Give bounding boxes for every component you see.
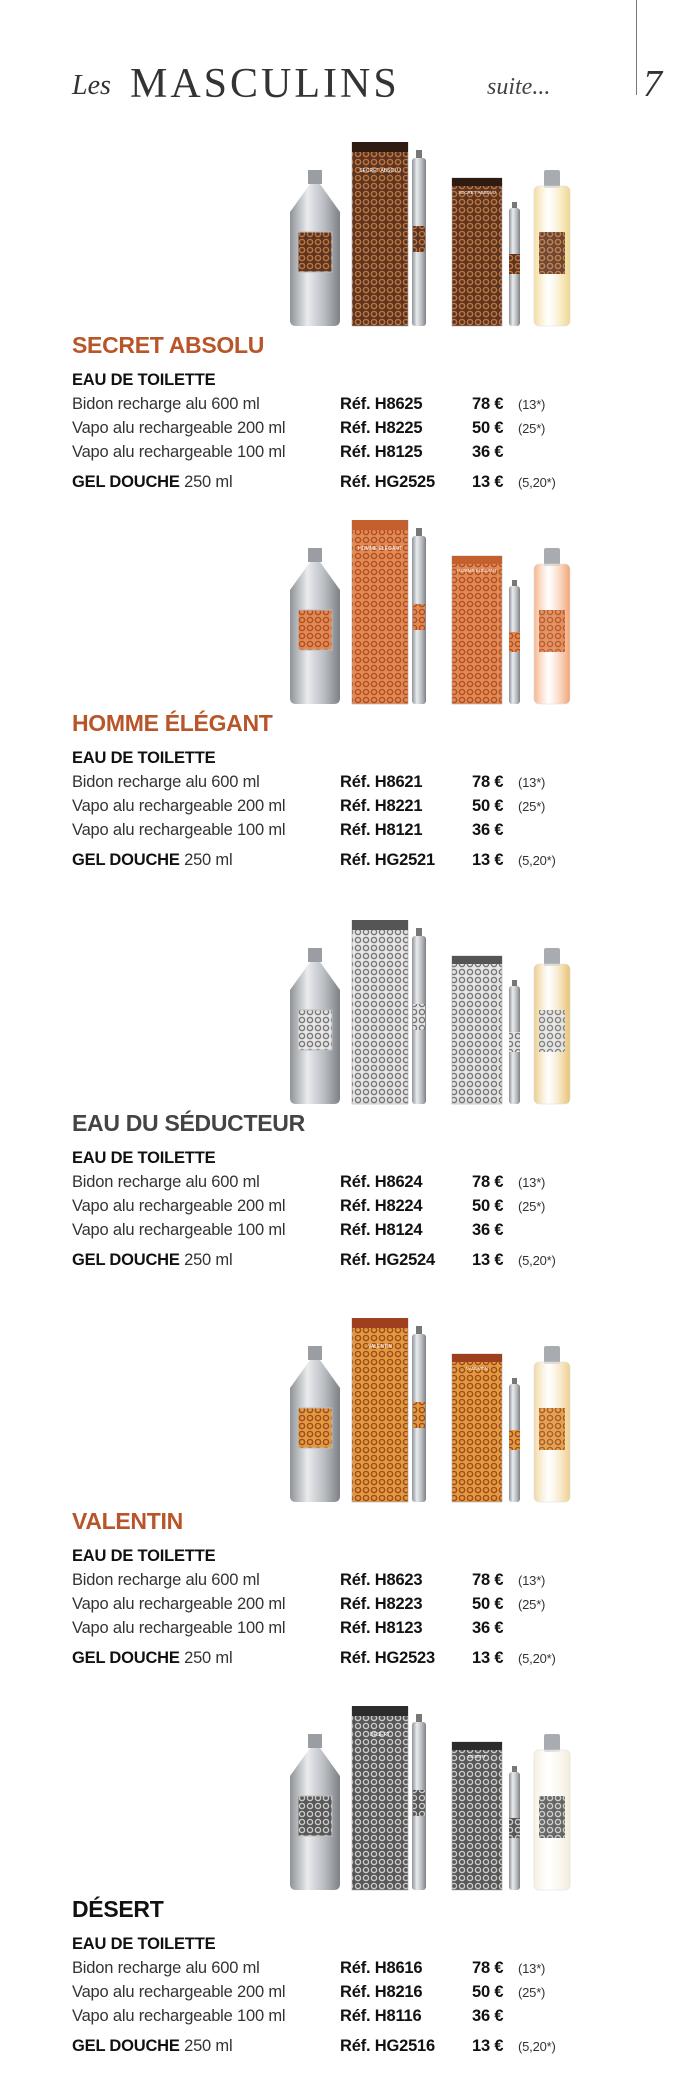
- item-label: Vapo alu rechargeable 100 ml: [72, 1619, 286, 1637]
- box-brand-text: VALENTIN: [367, 1344, 393, 1350]
- small-spray-label: [509, 1430, 520, 1450]
- product-details: [72, 1544, 632, 1670]
- price-row: [72, 1980, 632, 2004]
- product-details: [72, 1932, 632, 2058]
- small-box-top: [452, 956, 502, 964]
- bottle-label: [298, 1010, 332, 1050]
- reference: Réf. H8216: [340, 1983, 423, 2001]
- price: 78 €: [472, 395, 504, 413]
- item-label: Vapo alu rechargeable 200 ml: [72, 419, 286, 437]
- product-title: HOMME ÉLÉGANT: [72, 710, 273, 736]
- small-box: [452, 956, 502, 1104]
- product-subtitle: EAU DE TOILETTE: [72, 1149, 216, 1167]
- small-spray-label: [509, 1032, 520, 1052]
- product-homme-elegant: [0, 520, 700, 910]
- reference: Réf. H8125: [340, 443, 423, 461]
- price-row: [72, 470, 632, 494]
- price-row: [72, 1592, 632, 1616]
- item-label: Bidon recharge alu 600 ml: [72, 1571, 260, 1589]
- price-note: (25*): [518, 1597, 546, 1612]
- small-box: [452, 178, 502, 326]
- gel-size: 250 ml: [184, 2037, 233, 2055]
- price-note: (13*): [518, 397, 546, 412]
- gel-cap: [544, 170, 560, 188]
- item-label: Vapo alu rechargeable 200 ml: [72, 1983, 286, 2001]
- price: 13 €: [472, 473, 504, 491]
- product-subtitle: EAU DE TOILETTE: [72, 371, 216, 389]
- gel-label: [539, 1010, 565, 1052]
- item-label: Bidon recharge alu 600 ml: [72, 1959, 260, 1977]
- price: 50 €: [472, 419, 504, 437]
- reference: Réf. H8124: [340, 1221, 423, 1239]
- price-row: [72, 416, 632, 440]
- bottle-cap: [308, 170, 322, 184]
- price-note: (25*): [518, 421, 546, 436]
- price-row: [72, 1248, 632, 1272]
- reference: Réf. H8121: [340, 821, 423, 839]
- spray-label: [413, 1402, 425, 1428]
- product-subtitle: EAU DE TOILETTE: [72, 1547, 216, 1565]
- small-box-text: VALENTIN: [466, 1366, 488, 1371]
- price: 36 €: [472, 1221, 504, 1239]
- box-brand-text: DÉSERT: [369, 1732, 391, 1738]
- item-label: [72, 1646, 232, 1670]
- reference: Réf. HG2521: [340, 851, 436, 869]
- price-note: (5,20*): [518, 1253, 556, 1268]
- price: 13 €: [472, 1649, 504, 1667]
- price: 36 €: [472, 2007, 504, 2025]
- small-spray-label: [509, 1818, 520, 1838]
- price-row: [72, 1646, 632, 1670]
- page-header: [72, 58, 662, 108]
- item-label: Vapo alu rechargeable 200 ml: [72, 797, 286, 815]
- small-box-top: [452, 556, 502, 564]
- price-note: (13*): [518, 775, 546, 790]
- price-row: [72, 2004, 632, 2028]
- price-row: [72, 770, 632, 794]
- small-box-text: DÉSERT: [467, 1754, 487, 1759]
- price-row: [72, 392, 632, 416]
- price: 50 €: [472, 797, 504, 815]
- reference: Réf. H8225: [340, 419, 423, 437]
- bottle-cap: [308, 1734, 322, 1748]
- gel-label: GEL DOUCHE: [72, 1649, 180, 1667]
- price: 78 €: [472, 773, 504, 791]
- small-box-top: [452, 178, 502, 186]
- item-label: Vapo alu rechargeable 200 ml: [72, 1595, 286, 1613]
- bottle-label: [298, 232, 332, 272]
- gel-label: GEL DOUCHE: [72, 1251, 180, 1269]
- reference: Réf. H8123: [340, 1619, 423, 1637]
- product-image: [290, 920, 670, 1105]
- small-box-top: [452, 1742, 502, 1750]
- gel-size: 250 ml: [184, 851, 233, 869]
- item-label: Bidon recharge alu 600 ml: [72, 773, 260, 791]
- product-eau-du-seducteur: [0, 920, 700, 1310]
- spray-label: [413, 1004, 425, 1030]
- price-row: [72, 794, 632, 818]
- price-note: (5,20*): [518, 475, 556, 490]
- price-note: (13*): [518, 1573, 546, 1588]
- box-top: [352, 142, 408, 152]
- gel-label: [539, 1408, 565, 1450]
- price-row: [72, 818, 632, 842]
- price-note: (25*): [518, 799, 546, 814]
- item-label: Bidon recharge alu 600 ml: [72, 395, 260, 413]
- price-note: (13*): [518, 1961, 546, 1976]
- price-row: [72, 848, 632, 872]
- price-note: (25*): [518, 1985, 546, 2000]
- bottle-label: [298, 1408, 332, 1448]
- price-row: [72, 1194, 632, 1218]
- small-box: [452, 1354, 502, 1502]
- price: 50 €: [472, 1197, 504, 1215]
- bottle-cap: [308, 1346, 322, 1360]
- product-secret-absolu: [0, 142, 700, 532]
- bottle-label: [298, 610, 332, 650]
- product-image: [290, 142, 670, 327]
- price: 13 €: [472, 851, 504, 869]
- reference: Réf. H8116: [340, 2007, 422, 2025]
- price-row: [72, 1956, 632, 1980]
- price: 78 €: [472, 1173, 504, 1191]
- price-note: (25*): [518, 1199, 546, 1214]
- price-note: (13*): [518, 1175, 546, 1190]
- product-title: SECRET ABSOLU: [72, 332, 265, 358]
- reference: Réf. H8623: [340, 1571, 423, 1589]
- small-box: [452, 1742, 502, 1890]
- gel-size: 250 ml: [184, 473, 233, 491]
- box-top: [352, 1706, 408, 1716]
- gel-size: 250 ml: [184, 1251, 233, 1269]
- header-title: MASCULINS: [130, 61, 400, 107]
- bottle-cap: [308, 548, 322, 562]
- reference: Réf. H8616: [340, 1959, 423, 1977]
- gel-label: [539, 232, 565, 274]
- price: 50 €: [472, 1983, 504, 2001]
- reference: Réf. HG2525: [340, 473, 436, 491]
- header-les: Les: [72, 70, 111, 101]
- small-box-text: SECRET ABSOLU: [458, 190, 496, 195]
- gel-size: 250 ml: [184, 1649, 233, 1667]
- reference: Réf. HG2523: [340, 1649, 436, 1667]
- price-note: (5,20*): [518, 853, 556, 868]
- box-brand-text: SECRET ABSOLU: [359, 168, 401, 174]
- product-title: EAU DU SÉDUCTEUR: [72, 1110, 305, 1136]
- price: 78 €: [472, 1959, 504, 1977]
- gel-label: [539, 1796, 565, 1838]
- price: 13 €: [472, 1251, 504, 1269]
- reference: Réf. H8624: [340, 1173, 423, 1191]
- gel-cap: [544, 1346, 560, 1364]
- small-spray-label: [509, 254, 520, 274]
- price-row: [72, 1616, 632, 1640]
- item-label: Vapo alu rechargeable 100 ml: [72, 1221, 286, 1239]
- price-note: (5,20*): [518, 1651, 556, 1666]
- product-image: [290, 520, 670, 705]
- gel-label: GEL DOUCHE: [72, 2037, 180, 2055]
- spray-label: [413, 604, 425, 630]
- item-label: Vapo alu rechargeable 200 ml: [72, 1197, 286, 1215]
- item-label: Vapo alu rechargeable 100 ml: [72, 2007, 286, 2025]
- product-title: VALENTIN: [72, 1508, 183, 1534]
- price: 36 €: [472, 1619, 504, 1637]
- reference: Réf. H8621: [340, 773, 423, 791]
- bottle-label: [298, 1796, 332, 1836]
- product-box: [352, 920, 408, 1104]
- small-box: [452, 556, 502, 704]
- product-image: [290, 1318, 670, 1503]
- small-box-text: HOMME ÉLÉGANT: [457, 568, 497, 573]
- box-top: [352, 520, 408, 530]
- reference: Réf. H8221: [340, 797, 423, 815]
- reference: Réf. H8223: [340, 1595, 423, 1613]
- item-label: [72, 1248, 232, 1272]
- price-note: (5,20*): [518, 2039, 556, 2054]
- product-details: [72, 368, 632, 494]
- item-label: Vapo alu rechargeable 100 ml: [72, 443, 286, 461]
- product-subtitle: EAU DE TOILETTE: [72, 749, 216, 767]
- box-brand-text: HOMME ÉLÉGANT: [358, 546, 402, 552]
- gel-cap: [544, 948, 560, 966]
- gel-label: GEL DOUCHE: [72, 851, 180, 869]
- product-details: [72, 746, 632, 872]
- spray-label: [413, 1790, 425, 1816]
- product-image: [290, 1706, 670, 1891]
- box-top: [352, 920, 408, 930]
- price-row: [72, 440, 632, 464]
- price: 13 €: [472, 2037, 504, 2055]
- reference: Réf. HG2524: [340, 1251, 436, 1269]
- price: 36 €: [472, 821, 504, 839]
- gel-cap: [544, 548, 560, 566]
- price-row: [72, 1170, 632, 1194]
- page-number: 7: [643, 63, 662, 105]
- price-row: [72, 1218, 632, 1242]
- reference: Réf. HG2516: [340, 2037, 436, 2055]
- product-details: [72, 1146, 632, 1272]
- small-spray-label: [509, 632, 520, 652]
- small-box-top: [452, 1354, 502, 1362]
- price: 50 €: [472, 1595, 504, 1613]
- price-row: [72, 1568, 632, 1592]
- reference: Réf. H8224: [340, 1197, 423, 1215]
- price: 78 €: [472, 1571, 504, 1589]
- item-label: [72, 848, 232, 872]
- gel-label: GEL DOUCHE: [72, 473, 180, 491]
- gel-label: [539, 610, 565, 652]
- product-valentin: [0, 1318, 700, 1708]
- bottle-cap: [308, 948, 322, 962]
- gel-cap: [544, 1734, 560, 1752]
- item-label: [72, 2034, 232, 2058]
- item-label: [72, 470, 232, 494]
- price: 36 €: [472, 443, 504, 461]
- header-suite: suite...: [487, 74, 551, 100]
- spray-label: [413, 226, 425, 252]
- item-label: Vapo alu rechargeable 100 ml: [72, 821, 286, 839]
- product-subtitle: EAU DE TOILETTE: [72, 1935, 216, 1953]
- box-top: [352, 1318, 408, 1328]
- reference: Réf. H8625: [340, 395, 423, 413]
- price-row: [72, 2034, 632, 2058]
- item-label: Bidon recharge alu 600 ml: [72, 1173, 260, 1191]
- product-desert: [0, 1706, 700, 2096]
- product-title: DÉSERT: [72, 1896, 164, 1922]
